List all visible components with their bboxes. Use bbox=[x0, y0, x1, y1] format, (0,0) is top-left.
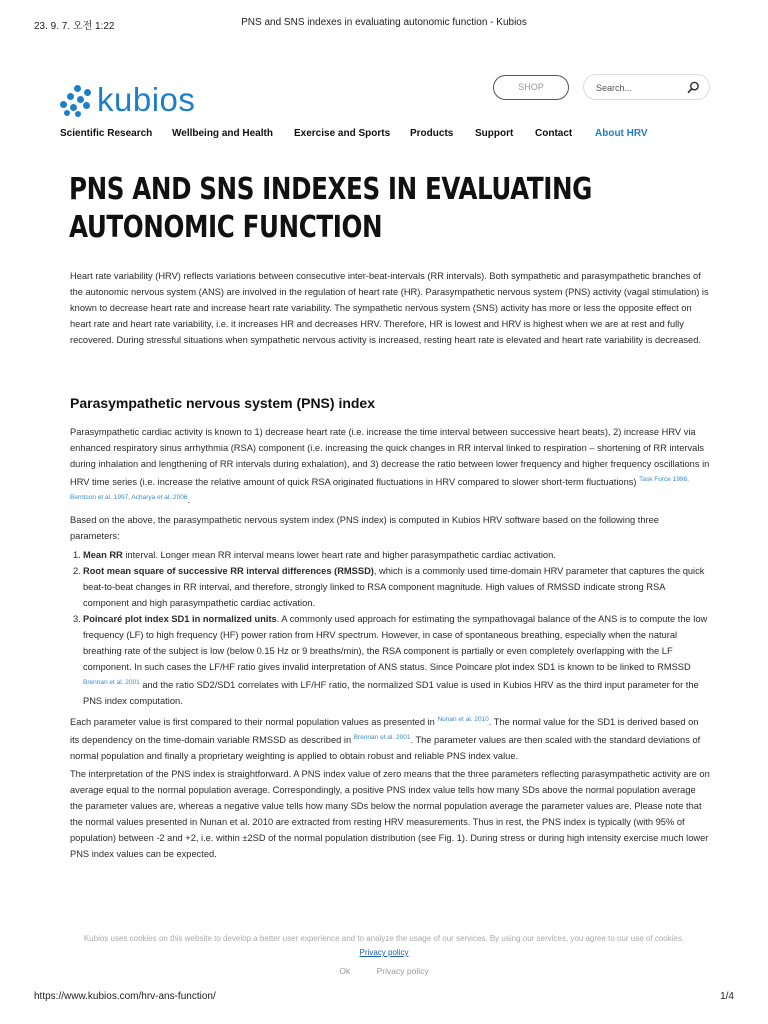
logo-dots-icon bbox=[60, 84, 94, 116]
kubios-logo[interactable] bbox=[60, 83, 195, 116]
print-page-number: 1/4 bbox=[720, 991, 734, 1002]
list-item-term: Root mean square of successive RR interval differences (RMSSD) bbox=[83, 566, 374, 576]
cookie-privacy-link[interactable]: Privacy policy bbox=[359, 948, 409, 957]
search-input[interactable] bbox=[596, 80, 681, 95]
page-title: PNS AND SNS INDEXES IN EVALUATING AUTONOMIC FUNCTION bbox=[69, 172, 592, 245]
pns-p1-citations[interactable]: Task Force 1996, Berntson et al. 1997, Acharya et al. 2006 bbox=[70, 476, 689, 502]
list-number: 2. bbox=[73, 566, 81, 576]
pns-p3-text-c: . The parameter values are then scaled with the standard deviations of normal population and finally a proprietary weighting is applied to obtain robust and reliable PNS index value. bbox=[70, 735, 701, 762]
list-item-text: interval. Longer mean RR interval means lower heart rate and higher parasympathetic cardiac activation. bbox=[122, 550, 556, 560]
pns-p1-end: . bbox=[187, 495, 191, 506]
list-number: 1. bbox=[73, 550, 81, 560]
nav-exercise-sports[interactable]: Exercise and Sports bbox=[294, 128, 391, 139]
nav-products[interactable]: Products bbox=[410, 128, 454, 139]
list-item-citation[interactable]: Brennan et al. 2001 bbox=[83, 679, 140, 686]
search-icon[interactable] bbox=[687, 81, 700, 94]
intro-paragraph: Heart rate variability (HRV) reflects variations between consecutive inter-beat-intervals (RR intervals). Both sympathetic and parasympathetic branches of the autonomic nervous system (ANS) are involved in the regulation of heart rate (HR). Parasympathetic nervous system (PNS) activity (vagal stimulation) is known to decrease heart rate and increase heart rate variability. The sympathetic nervous system (SNS) activity has more or less the opposite effect on heart rate and heart rate variability, i.e. it increases HR and decreases HRV. Therefore, HR is lowest and HRV is highest when we are at rest and fully recovered. During stressful situations when sympathetic nervous activity is increased, resting heart rate is elevated and heart rate variability is decreased. bbox=[70, 271, 709, 345]
print-footer bbox=[34, 991, 734, 1005]
logo-text: kubios bbox=[97, 81, 196, 118]
nav-about-hrv[interactable]: About HRV bbox=[595, 128, 648, 139]
parameter-list bbox=[70, 547, 710, 709]
list-item bbox=[70, 563, 710, 611]
print-url: https://www.kubios.com/hrv-ans-function/ bbox=[34, 991, 216, 1002]
list-item-term: Mean RR bbox=[83, 550, 123, 560]
pns-p3-citation-1[interactable]: Nunan et al. 2010 bbox=[437, 716, 489, 723]
pns-p3-text-b: . The normal value for the SD1 is derived based on its dependency on the time-domain variable RMSSD as described in bbox=[70, 717, 699, 746]
cookie-buttons bbox=[0, 966, 768, 976]
nav-support[interactable]: Support bbox=[475, 128, 514, 139]
cookie-privacy-button[interactable]: Privacy policy bbox=[376, 966, 429, 976]
list-number: 3. bbox=[73, 614, 81, 624]
cookie-ok-button[interactable]: Ok bbox=[339, 966, 351, 976]
list-item-text: , which is a commonly used time-domain HRV parameter that captures the quick beat-to-beat changes in RR interval, and therefore, strongly linked to RSA component magnitude. High values of RMSSD indicate strong RSA component and high parasympathetic cardiac activation. bbox=[83, 566, 705, 608]
list-item-text: . A commonly used approach for estimating the sympathovagal balance of the ANS is to compute the low frequency (LF) to high frequency (HF) power ration from HRV spectrum. However, in case of spontaneous breathing, especially when the natural breathing rate of the subject is low (below 0.15 Hz or 9 breaths/min), the RSA component is partially or even completely overlapping with the LF component. In such cases the LF/HF ratio gives invalid interpretation of ANS status. Since Poincare plot index SD1 is known to be linked to RMSSD bbox=[83, 614, 708, 672]
pns-p3-citation-2[interactable]: Brennan et al. 2001 bbox=[353, 734, 411, 742]
print-date: 23. 9. 7. 오전 1:22 bbox=[34, 21, 115, 32]
list-item-text-2: and the ratio SD2/SD1 correlates with LF/HF ratio, the normalized SD1 value is used in Kubios HRV as the third input parameter for the PNS index computation. bbox=[83, 680, 699, 707]
list-item-term: Poincaré plot index SD1 in normalized units bbox=[83, 614, 277, 624]
pns-paragraph-3 bbox=[70, 712, 710, 764]
list-item bbox=[70, 547, 710, 563]
print-header bbox=[34, 17, 734, 31]
cookie-notice-text: Kubios uses cookies on this website to develop a better user experience and to analyze the usage of our services. By using our services, you agree to our use of cookies. bbox=[83, 934, 685, 943]
pns-p3-text-a: Each parameter value is first compared to their normal population values as presented in bbox=[70, 717, 438, 728]
pns-paragraph-1 bbox=[70, 424, 710, 508]
nav-wellbeing-health[interactable]: Wellbeing and Health bbox=[172, 128, 273, 139]
pns-heading: Parasympathetic nervous system (PNS) index bbox=[70, 395, 376, 411]
print-page-title: PNS and SNS indexes in evaluating autonomic function - Kubios bbox=[241, 17, 527, 28]
pns-paragraph-4: The interpretation of the PNS index is straightforward. A PNS index value of zero means that the three parameters reflecting parasympathetic activity are on average equal to the normal population average. Correspondingly, a positive PNS index value tells how many SDs above the normal population average the parameter values are, whereas a negative value tells how many SDs below the normal population average the parameter values are. Please note that the normal values presented in Nunan et al. 2010 are extracted from resting HRV measurements. Thus in rest, the PNS index is typically (with 95% of population) between -2 and +2, i.e. within ±2SD of the normal population distribution (see Fig. 1). During stress or during high intensity exercise much lower PNS index values can be expected. bbox=[70, 769, 710, 859]
list-item bbox=[70, 611, 710, 709]
search-box bbox=[583, 74, 710, 100]
shop-button[interactable]: SHOP bbox=[493, 75, 569, 100]
nav-scientific-research[interactable]: Scientific Research bbox=[60, 128, 153, 139]
nav-contact[interactable]: Contact bbox=[535, 128, 573, 139]
pns-p1-text: Parasympathetic cardiac activity is known to 1) decrease heart rate (i.e. increase the time interval between successive heart beats), 2) increase HRV via enhanced respiratory sinus arrhythmia (RSA) component (i.e. increasing the quick changes in RR interval linked to respiration – shortening of RR intervals during inhalation and lengthening of RR intervals during exhalation), and 3) decrease the ratio between lower frequency and higher frequency oscillations in HRV time series (i.e. increase the relative amount of quick RSA originated fluctuations in HRV compared to slower short-term fluctuations) bbox=[70, 427, 710, 488]
pns-paragraph-2: Based on the above, the parasympathetic nervous system index (PNS index) is computed in Kubios HRV software based on the following three parameters: bbox=[70, 515, 659, 541]
